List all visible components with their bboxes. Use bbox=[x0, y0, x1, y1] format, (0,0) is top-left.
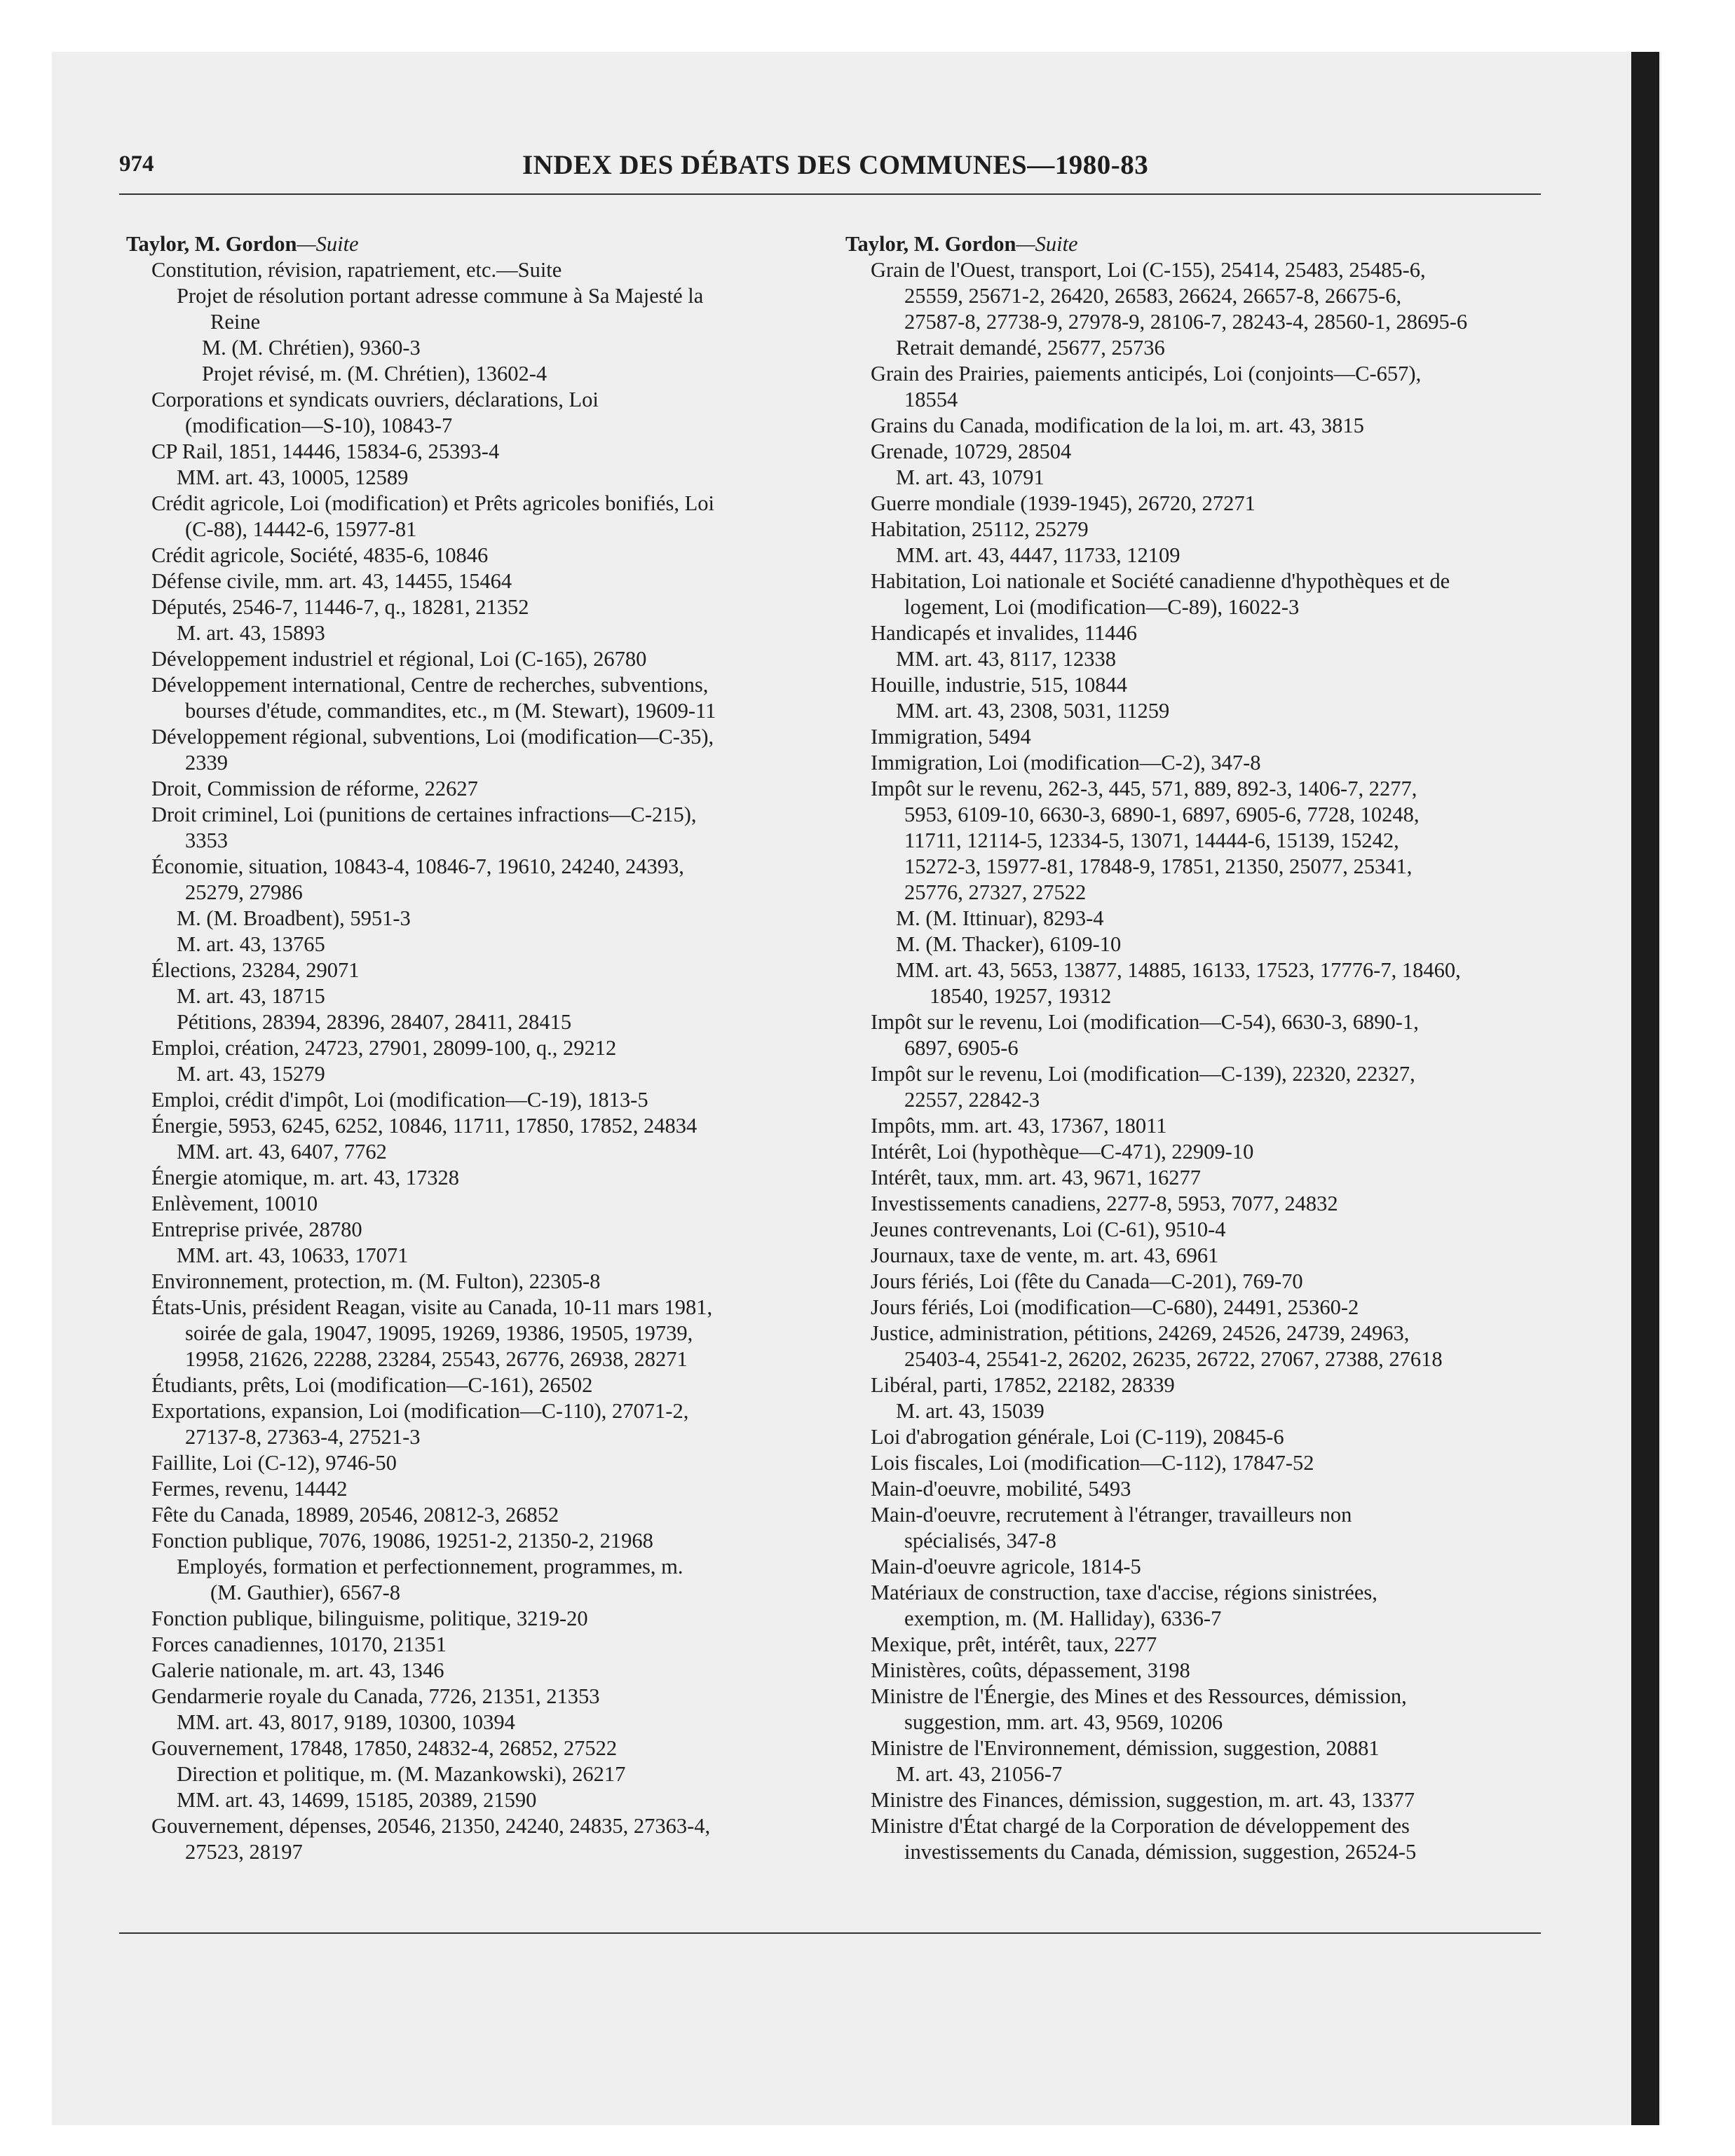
index-entry bbox=[845, 1632, 1518, 1658]
index-entry bbox=[845, 620, 1518, 646]
entry-line: Développement international, Centre de recherches, subventions, bbox=[151, 673, 709, 697]
index-entry bbox=[845, 1165, 1518, 1191]
index-entry bbox=[845, 1217, 1518, 1243]
entry-line: MM. art. 43, 14699, 15185, 20389, 21590 bbox=[177, 1788, 537, 1812]
index-entry bbox=[126, 1295, 799, 1372]
entry-continuation-line: 25776, 27327, 27522 bbox=[904, 880, 1087, 904]
entry-line: Projet révisé, m. (M. Chrétien), 13602-4 bbox=[202, 362, 547, 386]
entry-line: Énergie atomique, m. art. 43, 17328 bbox=[151, 1166, 460, 1189]
entry-line: Handicapés et invalides, 11446 bbox=[871, 621, 1138, 645]
entry-line: M. art. 43, 13765 bbox=[177, 932, 325, 956]
heading-suite: —Suite bbox=[1016, 232, 1078, 256]
entry-line: Retrait demandé, 25677, 25736 bbox=[896, 336, 1165, 360]
entry-line: Grain des Prairies, paiements anticipés, Loi (conjoints—C-657), bbox=[871, 362, 1422, 386]
footer-rule bbox=[119, 1932, 1541, 1934]
index-entry bbox=[845, 750, 1518, 776]
index-entry bbox=[845, 1787, 1518, 1813]
index-entry bbox=[126, 1035, 799, 1061]
index-entry bbox=[845, 724, 1518, 750]
index-entry bbox=[845, 1735, 1518, 1761]
entry-line: Ministères, coûts, dépassement, 3198 bbox=[871, 1658, 1190, 1682]
entry-line: Gouvernement, 17848, 17850, 24832-4, 26852, 27522 bbox=[151, 1736, 618, 1760]
entry-line: Droit, Commission de réforme, 22627 bbox=[151, 777, 478, 800]
index-entry bbox=[845, 1554, 1518, 1580]
index-entry bbox=[126, 1632, 799, 1658]
index-entry bbox=[126, 1009, 799, 1035]
index-entry bbox=[845, 1113, 1518, 1139]
entry-line: Projet de résolution portant adresse commune à Sa Majesté la bbox=[177, 284, 704, 308]
index-entry bbox=[845, 1009, 1518, 1061]
index-entry bbox=[126, 1761, 799, 1787]
page-number: 974 bbox=[119, 151, 154, 177]
entry-line: Immigration, Loi (modification—C-2), 347-8 bbox=[871, 751, 1261, 775]
index-entry bbox=[126, 983, 799, 1009]
index-entry bbox=[126, 1684, 799, 1710]
entry-continuation-line: suggestion, mm. art. 43, 9569, 10206 bbox=[904, 1710, 1223, 1734]
index-entry bbox=[126, 1087, 799, 1113]
entry-line: Habitation, 25112, 25279 bbox=[871, 517, 1089, 541]
entry-line: Journaux, taxe de vente, m. art. 43, 6961 bbox=[871, 1243, 1219, 1267]
entry-line: Matériaux de construction, taxe d'accise, régions sinistrées, bbox=[871, 1581, 1377, 1604]
index-entry bbox=[126, 1606, 799, 1632]
index-entry bbox=[845, 1372, 1518, 1398]
index-entry bbox=[845, 517, 1518, 543]
entry-line: Ministre de l'Énergie, des Mines et des Ressources, démission, bbox=[871, 1684, 1407, 1708]
entry-line: Emploi, crédit d'impôt, Loi (modification—C-19), 1813-5 bbox=[151, 1088, 648, 1112]
entry-continuation-line: 25559, 25671-2, 26420, 26583, 26624, 26657-8, 26675-6, bbox=[904, 284, 1402, 308]
entry-line: Galerie nationale, m. art. 43, 1346 bbox=[151, 1658, 444, 1682]
entry-line: MM. art. 43, 8117, 12338 bbox=[896, 647, 1117, 671]
entry-line: Exportations, expansion, Loi (modification—C-110), 27071-2, bbox=[151, 1399, 689, 1423]
entry-line: Direction et politique, m. (M. Mazankowski), 26217 bbox=[177, 1762, 626, 1786]
entry-line: MM. art. 43, 5653, 13877, 14885, 16133, 17523, 17776-7, 18460, bbox=[896, 958, 1461, 982]
index-entry bbox=[845, 439, 1518, 465]
index-entry bbox=[126, 932, 799, 957]
index-entry bbox=[126, 646, 799, 672]
entry-continuation-line: 5953, 6109-10, 6630-3, 6890-1, 6897, 6905-6, 7728, 10248, bbox=[904, 803, 1420, 826]
index-entry bbox=[845, 1813, 1518, 1865]
index-entry bbox=[845, 335, 1518, 361]
entry-line: Intérêt, Loi (hypothèque—C-471), 22909-10 bbox=[871, 1140, 1254, 1164]
entry-line: Main-d'oeuvre agricole, 1814-5 bbox=[871, 1555, 1141, 1578]
entry-line: Crédit agricole, Loi (modification) et Prêts agricoles bonifiés, Loi bbox=[151, 491, 714, 515]
index-column-right bbox=[845, 231, 1518, 1865]
entry-line: Lois fiscales, Loi (modification—C-112), 17847-52 bbox=[871, 1451, 1314, 1475]
header-rule bbox=[119, 193, 1541, 195]
index-heading bbox=[126, 231, 799, 257]
heading-name: Taylor, M. Gordon bbox=[126, 232, 297, 256]
entry-line: Habitation, Loi nationale et Société canadienne d'hypothèques et de bbox=[871, 569, 1450, 593]
index-entry bbox=[126, 594, 799, 620]
entry-line: Élections, 23284, 29071 bbox=[151, 958, 360, 982]
entry-line: Fonction publique, bilinguisme, politique, 3219-20 bbox=[151, 1606, 588, 1630]
index-entry bbox=[126, 1735, 799, 1761]
entry-line: CP Rail, 1851, 14446, 15834-6, 25393-4 bbox=[151, 439, 500, 463]
index-entry bbox=[126, 335, 799, 361]
entry-continuation-line: Reine bbox=[210, 310, 261, 334]
entry-line: Mexique, prêt, intérêt, taux, 2277 bbox=[871, 1632, 1157, 1656]
entry-line: Droit criminel, Loi (punitions de certaines infractions—C-215), bbox=[151, 803, 697, 826]
index-entry bbox=[126, 1217, 799, 1243]
entry-line: Jeunes contrevenants, Loi (C-61), 9510-4 bbox=[871, 1217, 1226, 1241]
entry-line: Immigration, 5494 bbox=[871, 725, 1031, 749]
index-entry bbox=[845, 1398, 1518, 1424]
index-entry bbox=[845, 698, 1518, 724]
index-entry bbox=[126, 802, 799, 854]
index-entry bbox=[845, 906, 1518, 932]
index-entry bbox=[845, 1761, 1518, 1787]
entry-line: Main-d'oeuvre, recrutement à l'étranger, travailleurs non bbox=[871, 1503, 1352, 1527]
entry-line: M. art. 43, 15893 bbox=[177, 621, 325, 645]
entry-line: Ministre des Finances, démission, suggestion, m. art. 43, 13377 bbox=[871, 1788, 1415, 1812]
index-entry bbox=[126, 1191, 799, 1217]
entry-line: Étudiants, prêts, Loi (modification—C-161), 26502 bbox=[151, 1373, 593, 1397]
index-entry bbox=[126, 283, 799, 335]
index-entry bbox=[126, 439, 799, 465]
entry-line: MM. art. 43, 10005, 12589 bbox=[177, 465, 409, 489]
entry-line: Main-d'oeuvre, mobilité, 5493 bbox=[871, 1477, 1131, 1501]
index-entry bbox=[126, 1813, 799, 1865]
entry-continuation-line: logement, Loi (modification—C-89), 16022-3 bbox=[904, 595, 1300, 619]
index-entry bbox=[126, 1061, 799, 1087]
entry-line: Défense civile, mm. art. 43, 14455, 15464 bbox=[151, 569, 512, 593]
index-entry bbox=[126, 543, 799, 568]
entry-line: Développement industriel et régional, Loi (C-165), 26780 bbox=[151, 647, 647, 671]
index-entry bbox=[126, 491, 799, 543]
index-entry bbox=[845, 1061, 1518, 1113]
index-entry bbox=[126, 1139, 799, 1165]
entry-continuation-line: 18554 bbox=[904, 388, 958, 411]
index-entry bbox=[845, 413, 1518, 439]
index-entry bbox=[845, 1424, 1518, 1450]
index-entry bbox=[845, 1580, 1518, 1632]
index-entry bbox=[845, 491, 1518, 517]
index-entry bbox=[126, 568, 799, 594]
entry-continuation-line: 27523, 28197 bbox=[185, 1840, 303, 1864]
heading-suite: —Suite bbox=[297, 232, 359, 256]
index-entry bbox=[126, 1554, 799, 1606]
entry-line: M. art. 43, 21056-7 bbox=[896, 1762, 1063, 1786]
entry-continuation-line: 11711, 12114-5, 12334-5, 13071, 14444-6, 15139, 15242, bbox=[904, 828, 1399, 852]
entry-line: Intérêt, taux, mm. art. 43, 9671, 16277 bbox=[871, 1166, 1201, 1189]
entry-line: Gendarmerie royale du Canada, 7726, 21351, 21353 bbox=[151, 1684, 600, 1708]
entry-line: Employés, formation et perfectionnement, programmes, m. bbox=[177, 1555, 683, 1578]
index-entries-right bbox=[845, 257, 1518, 1865]
index-entry bbox=[126, 1476, 799, 1502]
index-entry bbox=[126, 1165, 799, 1191]
entry-continuation-line: 6897, 6905-6 bbox=[904, 1036, 1019, 1060]
entry-continuation-line: 15272-3, 15977-81, 17848-9, 17851, 21350, 25077, 25341, bbox=[904, 854, 1413, 878]
index-entry bbox=[845, 646, 1518, 672]
entry-continuation-line: 19958, 21626, 22288, 23284, 25543, 26776, 26938, 28271 bbox=[185, 1347, 688, 1371]
entry-line: Libéral, parti, 17852, 22182, 28339 bbox=[871, 1373, 1175, 1397]
entry-continuation-line: bourses d'étude, commandites, etc., m (M. Stewart), 19609-11 bbox=[185, 699, 716, 723]
index-entry bbox=[126, 1658, 799, 1684]
entry-continuation-line: exemption, m. (M. Halliday), 6336-7 bbox=[904, 1606, 1222, 1630]
entry-line: M. art. 43, 10791 bbox=[896, 465, 1045, 489]
index-entry bbox=[126, 1450, 799, 1476]
entry-line: Fonction publique, 7076, 19086, 19251-2, 21350-2, 21968 bbox=[151, 1529, 653, 1553]
entry-line: MM. art. 43, 10633, 17071 bbox=[177, 1243, 409, 1267]
entry-line: Fermes, revenu, 14442 bbox=[151, 1477, 348, 1501]
entry-line: Fête du Canada, 18989, 20546, 20812-3, 26852 bbox=[151, 1503, 559, 1527]
entry-line: Grains du Canada, modification de la loi, m. art. 43, 3815 bbox=[871, 414, 1364, 437]
index-entry bbox=[126, 906, 799, 932]
index-entries-left bbox=[126, 257, 799, 1865]
entry-continuation-line: (M. Gauthier), 6567-8 bbox=[210, 1581, 401, 1604]
entry-line: Impôt sur le revenu, Loi (modification—C-54), 6630-3, 6890-1, bbox=[871, 1010, 1419, 1034]
entry-line: Impôt sur le revenu, Loi (modification—C-139), 22320, 22327, bbox=[871, 1062, 1415, 1086]
index-entry bbox=[845, 672, 1518, 698]
entry-line: Constitution, révision, rapatriement, etc.—Suite bbox=[151, 258, 562, 282]
index-entry bbox=[845, 1191, 1518, 1217]
entry-line: Députés, 2546-7, 11446-7, q., 18281, 21352 bbox=[151, 595, 529, 619]
entry-continuation-line: 27587-8, 27738-9, 27978-9, 28106-7, 28243-4, 28560-1, 28695-6 bbox=[904, 310, 1468, 334]
index-entry bbox=[126, 1787, 799, 1813]
heading-name: Taylor, M. Gordon bbox=[845, 232, 1016, 256]
index-entry bbox=[845, 776, 1518, 906]
entry-line: M. (M. Thacker), 6109-10 bbox=[896, 932, 1122, 956]
index-entry bbox=[845, 932, 1518, 957]
entry-line: Investissements canadiens, 2277-8, 5953, 7077, 24832 bbox=[871, 1192, 1338, 1215]
index-entry bbox=[126, 1243, 799, 1269]
entry-line: MM. art. 43, 8017, 9189, 10300, 10394 bbox=[177, 1710, 515, 1734]
index-entry bbox=[126, 724, 799, 776]
entry-continuation-line: 3353 bbox=[185, 828, 228, 852]
entry-line: Ministre de l'Environnement, démission, suggestion, 20881 bbox=[871, 1736, 1380, 1760]
entry-continuation-line: 25279, 27986 bbox=[185, 880, 303, 904]
index-entry bbox=[126, 957, 799, 983]
entry-line: Corporations et syndicats ouvriers, déclarations, Loi bbox=[151, 388, 599, 411]
index-entry bbox=[126, 1398, 799, 1450]
index-entry bbox=[845, 1321, 1518, 1372]
entry-line: Environnement, protection, m. (M. Fulton), 22305-8 bbox=[151, 1269, 601, 1293]
index-entry bbox=[126, 854, 799, 906]
entry-continuation-line: 2339 bbox=[185, 751, 228, 775]
index-heading bbox=[845, 231, 1518, 257]
index-entry bbox=[845, 361, 1518, 413]
entry-line: Guerre mondiale (1939-1945), 26720, 27271 bbox=[871, 491, 1256, 515]
entry-line: Faillite, Loi (C-12), 9746-50 bbox=[151, 1451, 397, 1475]
entry-line: Ministre d'État chargé de la Corporation de développement des bbox=[871, 1814, 1410, 1838]
index-entry bbox=[845, 568, 1518, 620]
running-title: INDEX DES DÉBATS DES COMMUNES—1980-83 bbox=[522, 150, 1149, 180]
index-entry bbox=[126, 361, 799, 387]
entry-line: M. (M. Ittinuar), 8293-4 bbox=[896, 906, 1104, 930]
index-entry bbox=[126, 1269, 799, 1295]
index-entry bbox=[126, 1372, 799, 1398]
index-entry bbox=[845, 465, 1518, 491]
entry-line: Forces canadiennes, 10170, 21351 bbox=[151, 1632, 447, 1656]
entry-line: Emploi, création, 24723, 27901, 28099-100, q., 29212 bbox=[151, 1036, 617, 1060]
entry-line: MM. art. 43, 2308, 5031, 11259 bbox=[896, 699, 1170, 723]
entry-line: Énergie, 5953, 6245, 6252, 10846, 11711, 17850, 17852, 24834 bbox=[151, 1114, 698, 1138]
entry-line: Jours fériés, Loi (fête du Canada—C-201), 769-70 bbox=[871, 1269, 1303, 1293]
entry-line: Grain de l'Ouest, transport, Loi (C-155), 25414, 25483, 25485-6, bbox=[871, 258, 1426, 282]
entry-line: Entreprise privée, 28780 bbox=[151, 1217, 362, 1241]
entry-line: M. art. 43, 15279 bbox=[177, 1062, 325, 1086]
index-entry bbox=[126, 387, 799, 439]
entry-continuation-line: (modification—S-10), 10843-7 bbox=[185, 414, 453, 437]
index-entry bbox=[845, 1295, 1518, 1321]
index-entry bbox=[126, 1528, 799, 1554]
index-entry bbox=[126, 1710, 799, 1735]
entry-line: M. art. 43, 18715 bbox=[177, 984, 325, 1008]
index-entry bbox=[845, 543, 1518, 568]
entry-line: Crédit agricole, Société, 4835-6, 10846 bbox=[151, 543, 489, 567]
index-entry bbox=[845, 1684, 1518, 1735]
entry-continuation-line: soirée de gala, 19047, 19095, 19269, 19386, 19505, 19739, bbox=[185, 1321, 693, 1345]
entry-line: Grenade, 10729, 28504 bbox=[871, 439, 1072, 463]
index-entry bbox=[845, 1502, 1518, 1554]
entry-line: MM. art. 43, 4447, 11733, 12109 bbox=[896, 543, 1181, 567]
entry-line: MM. art. 43, 6407, 7762 bbox=[177, 1140, 387, 1164]
entry-line: Enlèvement, 10010 bbox=[151, 1192, 318, 1215]
entry-line: Justice, administration, pétitions, 24269, 24526, 24739, 24963, bbox=[871, 1321, 1410, 1345]
entry-line: Impôts, mm. art. 43, 17367, 18011 bbox=[871, 1114, 1167, 1138]
entry-line: Économie, situation, 10843-4, 10846-7, 19610, 24240, 24393, bbox=[151, 854, 684, 878]
index-entry bbox=[126, 257, 799, 283]
index-entry bbox=[845, 957, 1518, 1009]
index-entry bbox=[845, 1139, 1518, 1165]
entry-line: M. (M. Chrétien), 9360-3 bbox=[202, 336, 421, 360]
entry-line: États-Unis, président Reagan, visite au Canada, 10-11 mars 1981, bbox=[151, 1295, 713, 1319]
index-entry bbox=[126, 465, 799, 491]
index-entry bbox=[126, 672, 799, 724]
index-entry bbox=[845, 1269, 1518, 1295]
entry-line: M. (M. Broadbent), 5951-3 bbox=[177, 906, 411, 930]
index-entry bbox=[845, 1658, 1518, 1684]
entry-continuation-line: spécialisés, 347-8 bbox=[904, 1529, 1056, 1553]
index-entry bbox=[126, 1502, 799, 1528]
index-entry bbox=[845, 257, 1518, 335]
entry-continuation-line: 27137-8, 27363-4, 27521-3 bbox=[185, 1425, 421, 1449]
entry-continuation-line: 22557, 22842-3 bbox=[904, 1088, 1040, 1112]
entry-continuation-line: 25403-4, 25541-2, 26202, 26235, 26722, 27067, 27388, 27618 bbox=[904, 1347, 1443, 1371]
entry-line: Pétitions, 28394, 28396, 28407, 28411, 28415 bbox=[177, 1010, 572, 1034]
entry-line: M. art. 43, 15039 bbox=[896, 1399, 1045, 1423]
index-entry bbox=[126, 776, 799, 802]
entry-line: Houille, industrie, 515, 10844 bbox=[871, 673, 1127, 697]
entry-continuation-line: (C-88), 14442-6, 15977-81 bbox=[185, 517, 417, 541]
entry-line: Loi d'abrogation générale, Loi (C-119), 20845-6 bbox=[871, 1425, 1284, 1449]
entry-continuation-line: 18540, 19257, 19312 bbox=[930, 984, 1112, 1008]
entry-line: Jours fériés, Loi (modification—C-680), 24491, 25360-2 bbox=[871, 1295, 1359, 1319]
index-entry bbox=[126, 620, 799, 646]
index-entry bbox=[845, 1476, 1518, 1502]
index-entry bbox=[845, 1243, 1518, 1269]
entry-line: Gouvernement, dépenses, 20546, 21350, 24240, 24835, 27363-4, bbox=[151, 1814, 711, 1838]
index-entry bbox=[126, 1113, 799, 1139]
index-column-left bbox=[126, 231, 799, 1865]
index-entry bbox=[845, 1450, 1518, 1476]
scan-edge-bar bbox=[1631, 52, 1659, 2125]
entry-line: Développement régional, subventions, Loi (modification—C-35), bbox=[151, 725, 714, 749]
entry-continuation-line: investissements du Canada, démission, suggestion, 26524-5 bbox=[904, 1840, 1417, 1864]
entry-line: Impôt sur le revenu, 262-3, 445, 571, 889, 892-3, 1406-7, 2277, bbox=[871, 777, 1417, 800]
